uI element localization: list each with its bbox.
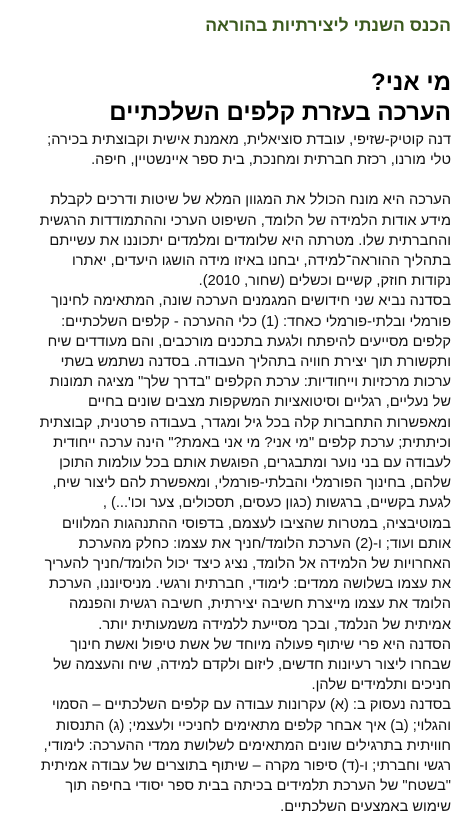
body-line: במוטיבציה, במטרות שהציבו לעצמם, בדפוסי ההתנהגות המלווים: [61, 515, 451, 532]
body-line: חוויתית בתרגילים שונים המתאימים לשלושת ממדי ההערכה: לימודי,: [43, 737, 451, 754]
body-line: הלומד את עצמו מייצרת חשיבה יצירתית, חשיבה רגשית והפנמה: [68, 596, 451, 613]
body-line: את עצמו בשלושה ממדים: לימודי, חברתית ורגשי. מניסיוננו, הערכת: [48, 576, 451, 593]
body-line: רגשי וחברתי; ו-(ד) סיפור מקרה – שיתוף בתוצרים של עבודה אמיתית: [40, 758, 451, 775]
body-line: "בשטח" של הערכת תלמידים בכיתה בבית ספר יסודי בחיפה תוך: [65, 778, 451, 795]
title-subject: הערכה בעזרת קלפים השלכתיים: [109, 99, 451, 126]
body-line: אותם ועוד; ו-(2) הערכת הלומד/חניך את עצמו: כחלק מהערכת: [78, 535, 451, 552]
body-line: פורמלי ובלתי-פורמלי כאחד: (1) כלי ההערכה - קלפים השלכתיים:: [61, 313, 451, 330]
body-line: לעבודה עם בני נוער ומתבגרים, הפוגשת אותם בכל עולמות התוכן: [59, 455, 451, 472]
body-line: אמיתית של הנלמד, ובכך מסייעת ללמידה משמעותית יותר.: [98, 616, 451, 633]
body-line: ותקשורת תוך יצירת חוויה בתהליך העבודה. בסדנה נשתמש בשתי: [60, 354, 451, 371]
body-line: האחרויות של הלמידה אל הלומד, נציג כיצד יכול הלומד/חניך להעריך: [44, 556, 451, 573]
body-line: בסדנה נביא שני חידושים המגמנים הערכה שונה, המתאימה לחינוך: [51, 293, 451, 310]
body-line: בסדנה נעסוק ב: (א) עקרונות עבודה עם קלפים השלכתיים – הסמוי: [52, 697, 451, 714]
body-line: והחברתית שלו. מטרתה היא שלומדים ומלמדים יתכוננו את עשייתם: [49, 232, 451, 249]
body-line: שבחרו ליצור רעיונות חדשים, ליזום ולקדם למידה, שיח והעצמה של: [53, 657, 451, 674]
abstract-body: [14, 190, 451, 816]
author-line: טלי מורנו, רכזת חברתית ומחנכת, בית ספר איינשטיין, חיפה.: [91, 152, 451, 169]
body-line: נקודות חוזק, קשיים וכשלים (שחור, 2010).: [198, 273, 451, 290]
title-block: [14, 68, 451, 128]
body-line: והגלוי; (ב) איך אבחר קלפים מתאימים לחניכיי ולעצמי; (ג) התנסות: [55, 717, 451, 734]
body-line: הערכה היא מונח הכולל את המגוון המלא של שיטות ודרכים לקבלת: [50, 192, 451, 209]
title-question: מי אני?: [371, 69, 451, 96]
body-line: קלפים מסייעים להיפתח ולגעת בתכנים מורכבים, והם מעודדים שיח: [47, 333, 451, 350]
body-line: בתהליך ההוראה־למידה, יבחנו באיזו מידה הושגו היעדים, יאתרו: [71, 253, 451, 270]
body-line: הסדנה היא פרי שיתוף פעולה מיוחד של אשת טיפול ואשת חינוך: [70, 636, 451, 653]
body-line: שלהם, בחינוך הפורמלי והבלתי-פורמלי, ומאפשרת להם ליצור שיח,: [52, 475, 451, 492]
body-line: חניכים ותלמידים שלהן.: [311, 677, 451, 694]
body-line: לגעת בקשיים, ברגשות (כגון כעסים, תסכולים, צער וכו'...) ,: [102, 495, 451, 512]
body-line: של נעליים, רגליים וסיטואציות המשקפות מצבים שונים בחיים: [87, 394, 451, 411]
paragraph-spacer: [14, 170, 451, 190]
body-line: וכיתתית; ערכת קלפים "מי אני? מי אני באמת?" הינה ערכה ייחודית: [53, 434, 451, 451]
body-line: ומאפשרות התחברות קלה בכל גיל ומגדר, בעבודה פרטנית, קבוצתית: [39, 414, 451, 431]
body-line: ערכות מרכזיות וייחודיות: ערכת הקלפים "בדרך שלך" מציגה תמונות: [49, 374, 451, 391]
body-line: שימוש באמצעים השלכתיים.: [280, 798, 451, 815]
conference-header: הכנס השנתי ליצירתיות בהוראה: [205, 15, 451, 35]
authors-block: [14, 130, 451, 170]
body-line: מידע אודות הלמידה של הלומד, השיפוט הערכי וההתמודדות הרגשית: [39, 212, 451, 229]
author-line: דנה קוטיק-שזיפי, עובדת סוציאלית, מאמנת אישית וקבוצתית בכירה;: [47, 132, 451, 148]
